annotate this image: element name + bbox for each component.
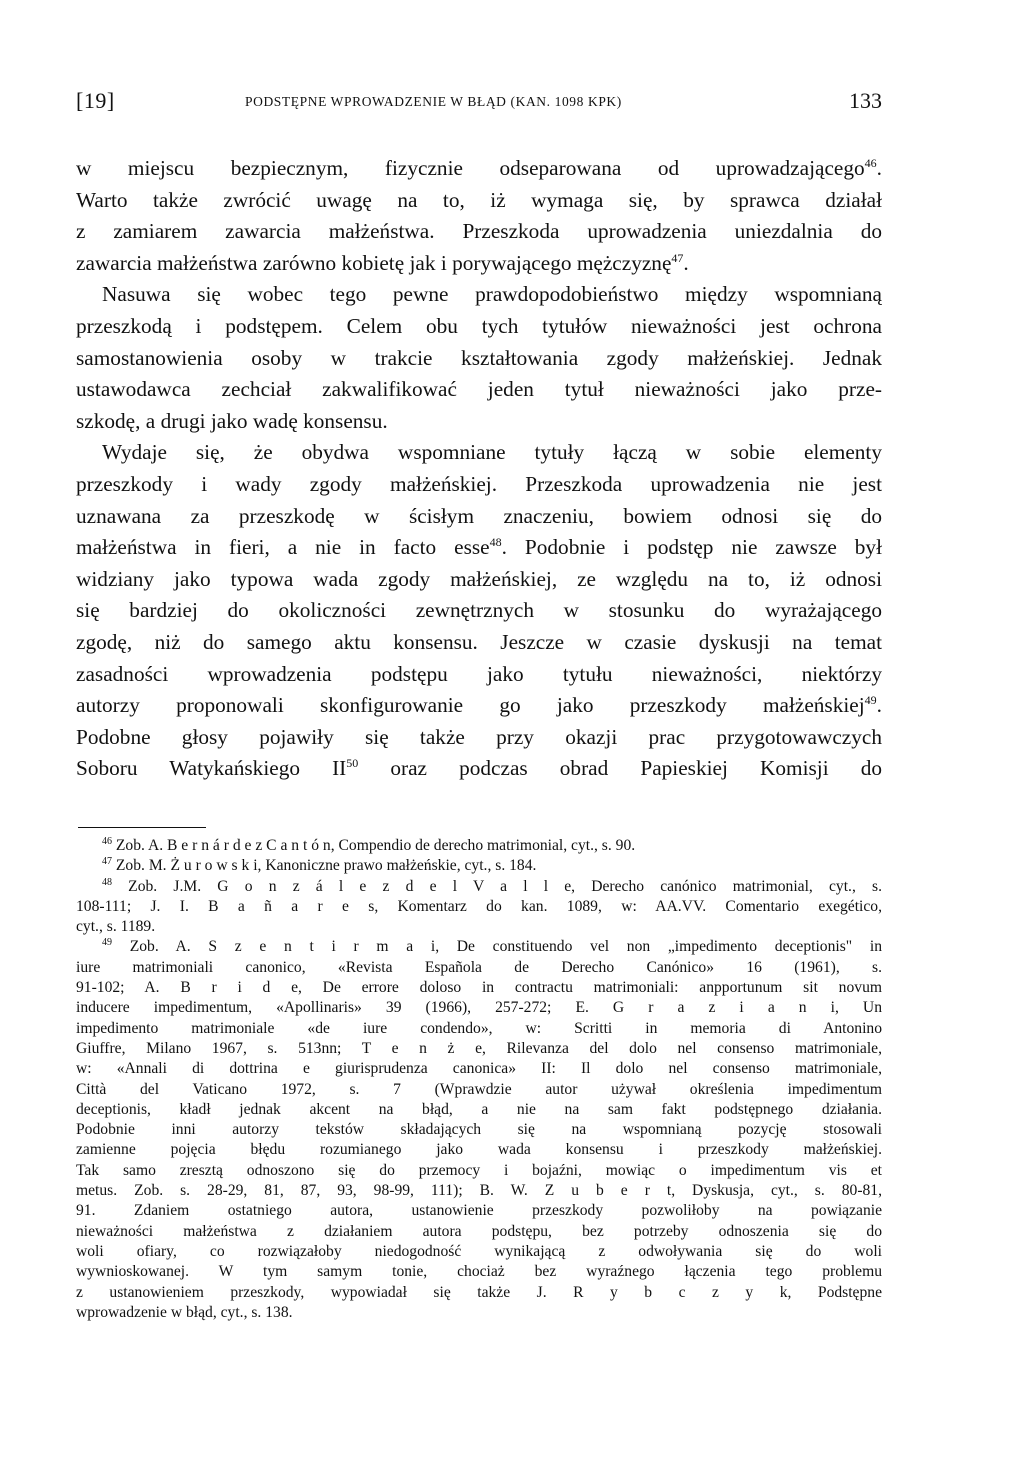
body-line: [76, 532, 882, 564]
body-line: [76, 406, 882, 438]
body-line: [76, 722, 882, 754]
footnote-text: inducere impedimentum, «Apollinaris» 39 (1966), 257-272; E. G r a z i a n i, Un: [76, 999, 882, 1017]
footnote-text: Zob. J.M. G o n z á l e z d e l V a l l e, Derecho canónico matrimonial, cyt., s.: [112, 877, 882, 895]
footnote-ref: 47: [671, 250, 684, 265]
body-text: przeszkody i wady zgody małżeńskiej. Przeszkoda uprowadzenia nie jest: [76, 471, 882, 496]
body-text: zasadności wprowadzenia podstępu jako tytułu nieważności, niektórzy: [76, 661, 882, 686]
footnote-line: [76, 1100, 882, 1120]
body-line: [76, 311, 882, 343]
footnote-line: [76, 1201, 882, 1221]
body-line: [76, 343, 882, 375]
body-text: przeszkodą i podstępem. Celem obu tych tytułów nieważności jest ochrona: [76, 313, 882, 338]
footnote-line: [76, 856, 882, 876]
footnote-line: [76, 1140, 882, 1160]
body-line: [76, 374, 882, 406]
footnote-line: [76, 1059, 882, 1079]
body-line: [76, 501, 882, 533]
footnote-line: [76, 958, 882, 978]
body-text: oraz podczas obrad Papieskiej Komisji do: [358, 756, 882, 781]
body-line: [76, 753, 882, 785]
footnote-text: w: «Annali di dottrina e giurisprudenza canonica» II: Il dolo nel consenso matrimoniale,: [76, 1060, 882, 1078]
footnote-text: zamienne pojęcia błędu rozumianego jako wada konsensu i przeszkody małżeńskiej.: [76, 1141, 882, 1159]
footnote-line: [76, 978, 882, 998]
body-line: [76, 216, 882, 248]
footnote-text: iure matrimoniali canonico, «Revista Española de Derecho Canónico» 16 (1961), s.: [76, 958, 882, 976]
body-text: Soboru Watykańskiego II: [76, 756, 347, 781]
footnote-line: [76, 1222, 882, 1242]
footnote-line: [76, 1120, 882, 1140]
body-text: uznawana za przeszkodę w ścisłym znaczeniu, bowiem odnosi się do: [76, 503, 882, 528]
footnote-line: [76, 937, 882, 957]
body-line: [76, 185, 882, 217]
footnote-text: impedimento matrimoniale «de iure condendo», w: Scritti in memoria di Antonino: [76, 1019, 882, 1037]
body-text: widziany jako typowa wada zgody małżeńskiej, ze względu na to, iż odnosi: [76, 566, 882, 591]
footnote-text: z ustanowieniem przeszkody, wypowiadał się także J. R y b c z y k, Podstępne: [76, 1283, 882, 1301]
body-line: [76, 564, 882, 596]
body-line: [76, 595, 882, 627]
footnote-ref: 48: [489, 535, 502, 550]
footnote-line: [76, 1283, 882, 1303]
body-line: [76, 659, 882, 691]
footnote-ref: 50: [346, 756, 359, 771]
body-text: autorzy proponowali skonfigurowanie go jako przeszkody małżeńskiej: [76, 693, 865, 718]
footnote-text: woli ofiary, co rozwiązałoby niedogodność wynikającą z odwoływania się do woli: [76, 1242, 882, 1260]
footnote-ref: 49: [864, 693, 877, 708]
body-text: samostanowienia osoby w trakcie kształtowania zgody małżeńskiej. Jednak: [76, 345, 882, 370]
footnote-line: [76, 1242, 882, 1262]
body-text: zgodę, niż do samego aktu konsensu. Jeszcze w czasie dyskusji na temat: [76, 629, 882, 654]
body-line: [76, 153, 882, 185]
footnote-number: 48: [102, 876, 112, 888]
footnote-line: [76, 1161, 882, 1181]
footnote-text: metus. Zob. s. 28-29, 81, 87, 93, 98-99, 111); B. W. Z u b e r t, Dyskusja, cyt., s. 80-81,: [76, 1182, 882, 1200]
footnotes: [76, 836, 882, 1323]
footnote-separator: [78, 827, 206, 828]
footnote-text: 108-111; J. I. B a ñ a r e s, Komentarz do kan. 1089, w: AA.VV. Comentario exegético,: [76, 897, 882, 915]
body-text: z zamiarem zawarcia małżeństwa. Przeszkoda uprowadzenia uniezdalnia do: [76, 219, 882, 244]
body-text: się bardziej do okoliczności zewnętrznych w stosunku do wyrażającego: [76, 598, 882, 623]
footnote-text: Città del Vaticano 1972, s. 7 (Wprawdzie autor używał określenia impedimentum: [76, 1080, 882, 1098]
body-text: Warto także zwrócić uwagę na to, iż wymaga się, by sprawca działał: [76, 187, 882, 212]
footnote-line: [76, 1080, 882, 1100]
body-text: Wydaje się, że obydwa wspomniane tytuły łączą w sobie elementy: [102, 440, 882, 465]
body-text: małżeństwa in fieri, a nie in facto esse: [76, 535, 490, 560]
running-header: [76, 88, 882, 118]
body-text: szkodę, a drugi jako wadę konsensu.: [76, 408, 388, 433]
page-number: 133: [849, 88, 882, 113]
footnote-line: [76, 1262, 882, 1282]
footnote-line: [76, 917, 882, 937]
body-text: ustawodawca zechciał zakwalifikować jeden tytuł nieważności jako prze-: [76, 377, 882, 402]
running-title: PODSTĘPNE WPROWADZENIE W BŁĄD (KAN. 1098 KPK): [245, 94, 622, 109]
footnote-line: [76, 998, 882, 1018]
footnote-text: Zob. A. B e r n á r d e z C a n t ó n, Compendio de derecho matrimonial, cyt., s. 90.: [112, 837, 636, 854]
footnote-text: Podobnie inni autorzy tekstów składających się na wspomnianą pozycję stosowali: [76, 1121, 882, 1139]
main-text: [76, 153, 882, 785]
footnote-text: Tak samo zresztą odnoszono się do przemocy i bojaźni, mowiąc o impedimentum vis et: [76, 1161, 882, 1179]
body-line: [76, 279, 882, 311]
footnote-line: [76, 1303, 882, 1323]
body-line: [76, 437, 882, 469]
section-number: [19]: [76, 88, 115, 113]
footnote-text: Zob. A. S z e n t i r m a i, De constituendo vel non „impedimento deceptionis" in: [112, 938, 882, 956]
footnote-text: 91. Zdaniem ostatniego autora, ustanowienie przeszkody pozwoliłoby na powiązanie: [76, 1202, 882, 1220]
body-text: zawarcia małżeństwa zarówno kobietę jak i porywającego mężczyznę: [76, 250, 672, 275]
footnote-text: wprowadzenie w błąd, cyt., s. 138.: [76, 1303, 293, 1321]
footnote-line: [76, 897, 882, 917]
body-line: [76, 248, 882, 280]
footnote-line: [76, 877, 882, 897]
footnote-text: Giuffre, Milano 1967, s. 513nn; T e n ż e, Rilevanza del dolo nel consenso matrimoniale,: [76, 1039, 882, 1057]
footnote-line: [76, 836, 882, 856]
body-text: . Podobnie i podstęp nie zawsze był: [501, 535, 882, 560]
body-text: .: [683, 250, 689, 275]
footnote-number: 47: [102, 856, 112, 868]
footnote-number: 46: [102, 836, 112, 847]
footnote-text: Zob. M. Ż u r o w s k i, Kanoniczne prawo małżeńskie, cyt., s. 184.: [112, 857, 537, 875]
body-text: w miejscu bezpiecznym, fizycznie odseparowana od uprowadzającego: [76, 156, 865, 180]
footnote-text: cyt., s. 1189.: [76, 918, 156, 936]
body-line: [76, 627, 882, 659]
footnote-line: [76, 1039, 882, 1059]
body-text: .: [876, 156, 882, 180]
footnote-text: nieważności małżeństwa z działaniem autora podstępu, bez potrzeby odnoszenia się do: [76, 1222, 882, 1240]
footnote-line: [76, 1019, 882, 1039]
body-text: .: [876, 693, 882, 718]
footnote-text: deceptionis, kładł jednak akcent na błąd, a nie na sam fakt podstępnego działania.: [76, 1100, 882, 1118]
body-text: Nasuwa się wobec tego pewne prawdopodobieństwo między wspomnianą: [102, 282, 882, 307]
footnote-number: 49: [102, 937, 112, 949]
body-line: [76, 690, 882, 722]
footnote-text: 91-102; A. B r i d e, De errore doloso in contractu matrimoniali: anpportunum sit novum: [76, 979, 882, 997]
footnote-ref: 46: [864, 156, 877, 170]
footnote-line: [76, 1181, 882, 1201]
body-line: [76, 469, 882, 501]
body-text: Podobne głosy pojawiły się także przy okazji prac przygotowawczych: [76, 724, 882, 749]
footnote-text: wywnioskowanej. W tym samym tonie, chociaż bez wyraźnego łączenia tego problemu: [76, 1263, 882, 1281]
